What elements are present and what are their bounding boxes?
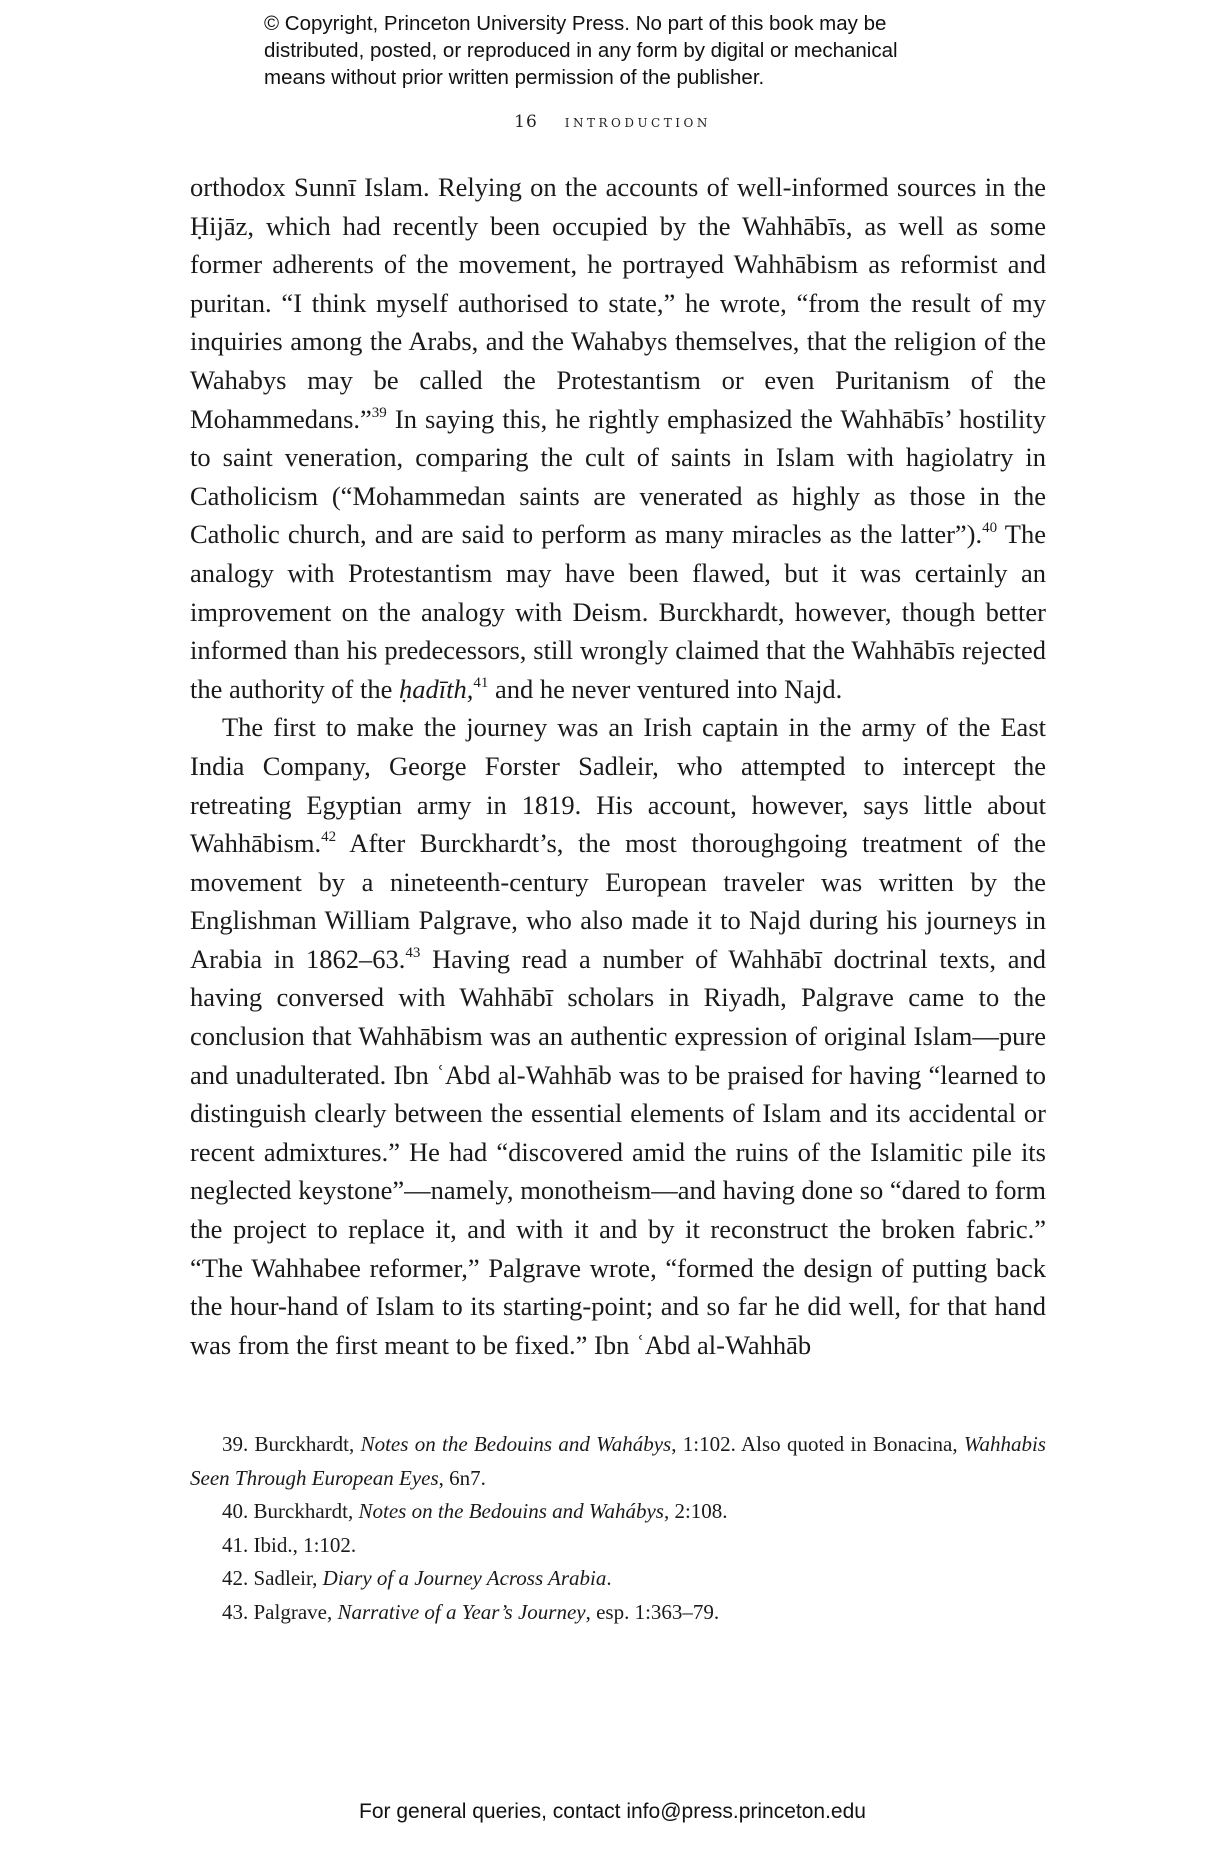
footnote-41: 41. Ibid., 1:102. [222,1532,357,1557]
footnote-ref-40[interactable]: 40 [982,520,998,537]
running-head [0,112,1225,132]
italic-term: ḥadīth, [399,673,474,704]
footnote-40: 40. Burckhardt, Notes on the Bedouins and Wahábys, 2:108. [222,1499,728,1523]
paragraph: orthodox Sunnī Islam. Relying on the accounts of well-informed sources in the Ḥijāz, which had recently been occupied by the Wahhābīs, as well as some former adherents of the movement, he portrayed Wahhābism as reformist and puritan. “I think myself authorised to state,” he wrote, “from the result of my inquiries among the Arabs, and the Wahabys themselves, that the religion of the Wahabys may be called the Protestantism or even Puritanism of the Mohammedans.”$^{39}$ In saying this, he rightly emphasized the Wahhābīs’ hostility to saint veneration, comparing the cult of saints in Islam with hagiolatry in Catholicism (“Mohammedan saints are venerated as highly as those in the Catholic church, and are said to perform as many miracles as the latter”).$^{40}$ The analogy with Protestantism may have been flawed, but it was certainly an improvement on the analogy with Deism. Burckhardt, however, though better informed than his predecessors, still wrongly claimed that the Wahhābīs rejected the authority of the ḥadīth,$^{41}$ and he never ventured into Najd. [190,172,1046,704]
footnote-ref-43[interactable]: 43 [405,944,421,961]
copyright-line: distributed, posted, or reproduced in any form by digital or mechanical [264,39,898,62]
footnote-ref-39[interactable]: 39 [371,404,387,421]
copyright-line: © Copyright, Princeton University Press. No part of this book may be [264,12,887,35]
footnotes [190,1428,1046,1629]
contact-footer: For general queries, contact info@press.princeton.edu [359,1800,866,1823]
footnote-42: 42. Sadleir, Diary of a Journey Across Arabia. [222,1566,612,1590]
copyright-notice [264,10,1024,91]
copyright-line: means without prior written permission of the publisher. [264,66,765,89]
footnote-ref-41[interactable]: 41 [473,674,489,691]
page-number: 16 [514,112,538,132]
footnote-ref-42[interactable]: 42 [321,829,337,846]
main-text [190,168,1046,1364]
footnote-43: 43. Palgrave, Narrative of a Year’s Journey, esp. 1:363–79. [222,1599,720,1624]
running-title: introduction [564,112,711,132]
paragraph: The first to make the journey was an Irish captain in the army of the East India Company, George Forster Sadleir, who attempted to intercept the retreating Egyptian army in 1819. His account, however, says little about Wahhābism.$^{42}$ After Burckhardt’s, the most thoroughgoing treatment of the movement by a nineteenth-century European traveler was written by the Englishman William Palgrave, who also made it to Najd during his journeys in Arabia in 1862–63.43 Having read a number of Wahhābī doctrinal texts, and having conversed with Wahhābī scholars in Riyadh, Palgrave came to the conclusion that Wahhābism was an authentic expression of original Islam—pure and unadulterated. Ibn ʿAbd al-Wahhāb was to be praised for having “learned to distinguish clearly between the essential elements of Islam and its accidental or recent admixtures.” He had “discovered amid the ruins of the Islamitic pile its neglected keystone”—namely, monotheism—and having done so “dared to form the project to replace it, and with it and by it reconstruct the broken fabric.” “The Wahhabee reformer,” Palgrave wrote, “formed the design of putting back the hour-hand of Islam to its starting-point; and so far he did well, for that hand was from the first meant to be fixed.” Ibn ʿAbd al-Wahhāb [190,712,1046,1360]
footnote-39: 39. Burckhardt, Notes on the Bedouins and Wahábys, 1:102. Also quoted in Bonacina, Wahhabis Seen Through European Eyes, 6n7. [190,1432,1046,1490]
